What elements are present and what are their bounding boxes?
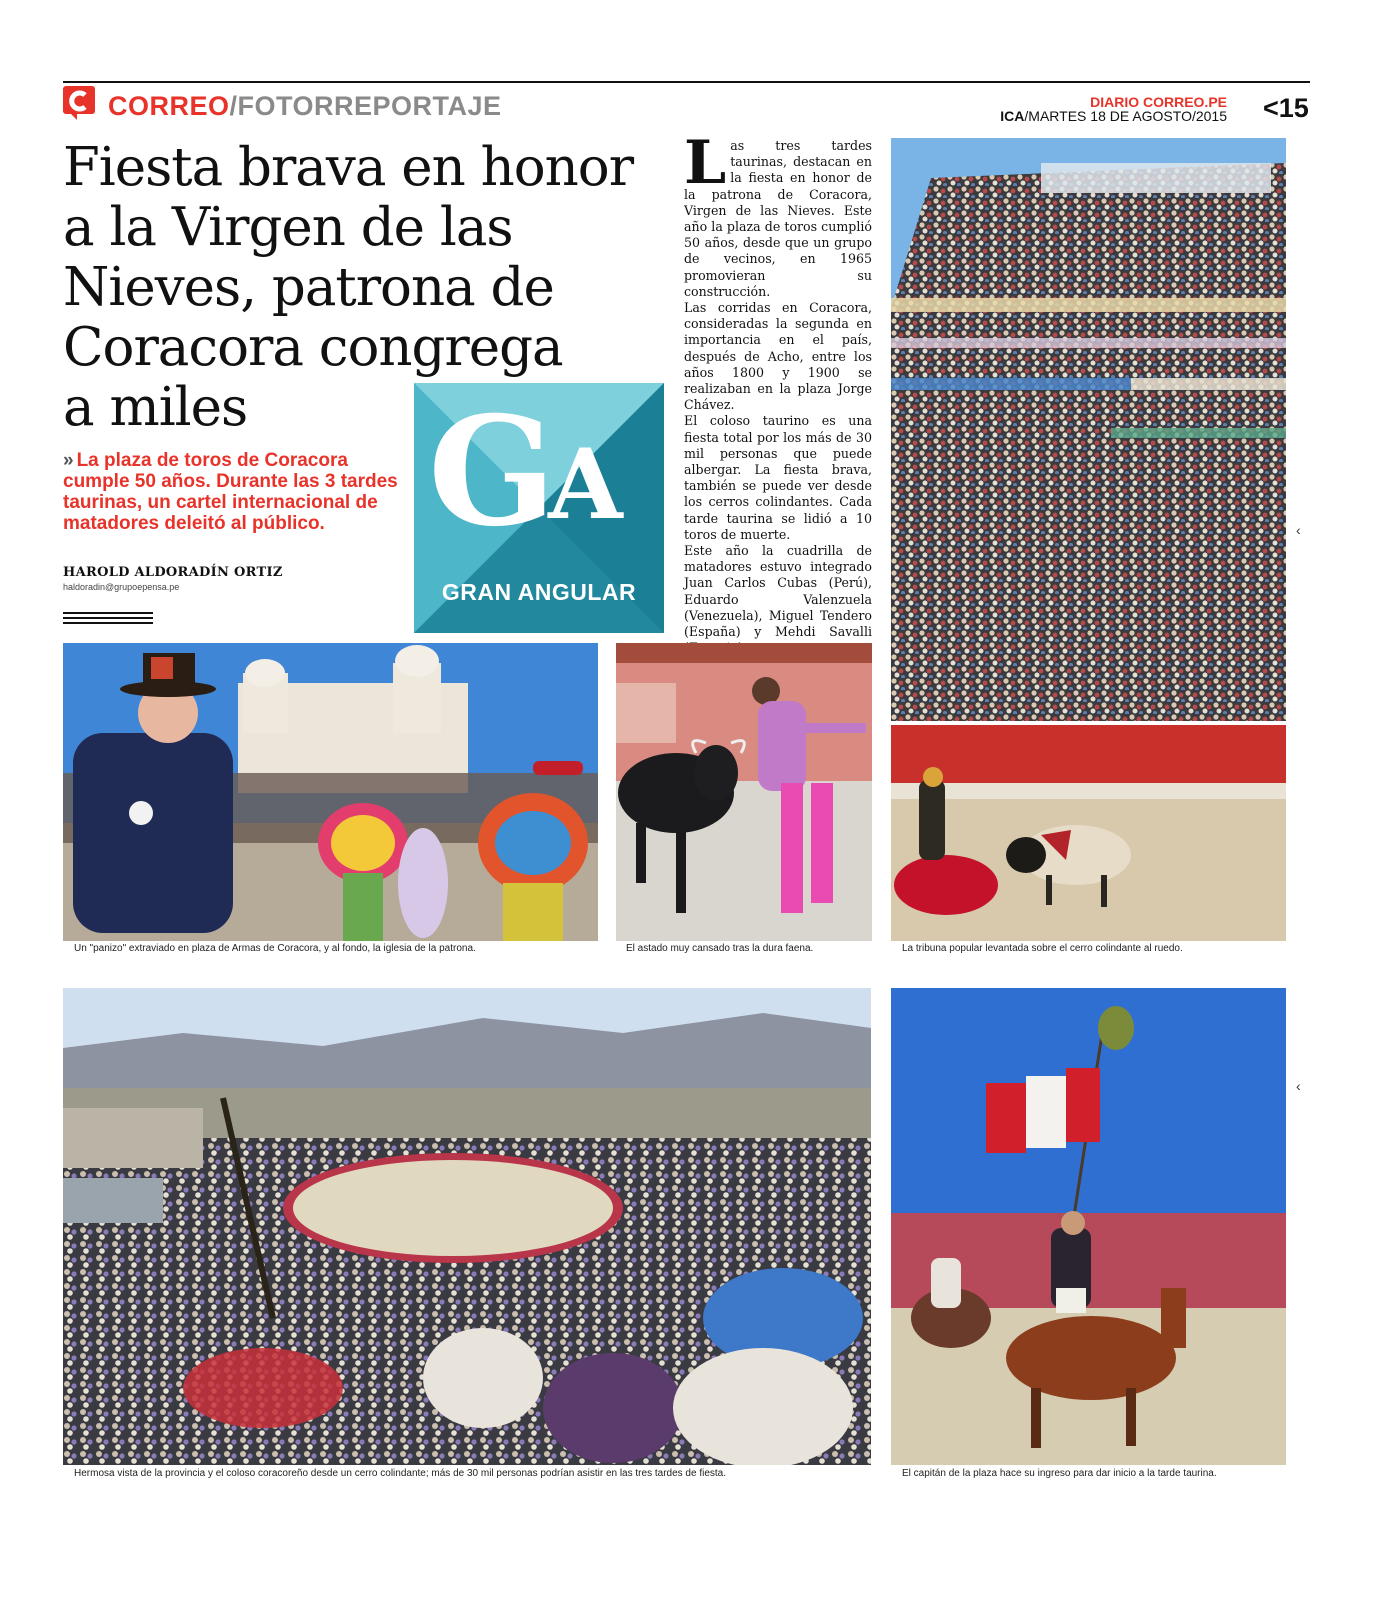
headline-line: Nieves, patrona de (63, 257, 554, 318)
correo-logo-icon (63, 86, 95, 118)
section-slash: / (229, 91, 238, 121)
paragraph: Este año la cuadrilla de matadores estuvo integrado Juan Carlos Cubas (Perú), Eduardo Valenzuela (Venezuela), Miguel Tendero (España) y Mehdi Savalli (684, 543, 872, 640)
headline-line: a la Virgen de las (63, 197, 513, 258)
panoramic-plaza-photo (63, 988, 871, 1465)
gran-angular-badge (414, 383, 664, 633)
paragraph-text: as tres tardes taurinas, destacan en la fiesta en honor de la patrona de Coracora, Virgen de las Nieves. Este año la plaza de toros cumplió 50 años, desde que un grupo de vecinos, en 1965 promovieran su construcción. (684, 138, 872, 299)
date-city: ICA (1000, 108, 1025, 124)
headline-line: Fiesta brava en honor (63, 137, 634, 198)
section-name: FOTORREPORTAJE (237, 91, 502, 121)
ga-label: GRAN ANGULAR (441, 579, 637, 605)
paragraph: Las corridas en Coracora, consideradas la segunda en importancia en el país, después de Acho, entre los años 1800 y 1900 se realizaban en la plaza Jorge Chávez. (684, 300, 872, 413)
ga-letter-a: A (548, 428, 623, 541)
capitan-caption: El capitán de la plaza hace su ingreso para dar inicio a la tarde taurina. (902, 1468, 1217, 1479)
tribune-crowd-photo (891, 138, 1286, 721)
section-title (108, 91, 502, 122)
headline-line: Coracora congrega (63, 317, 563, 378)
bull-matador-photo (616, 643, 872, 941)
panizo-photo (63, 643, 598, 941)
section-brand: CORREO (108, 91, 230, 121)
article-body (684, 128, 872, 657)
headline-line: a miles (63, 377, 248, 438)
margin-mark: ‹ (1296, 522, 1301, 538)
author-name: HAROLD ALDORADÍN ORTIZ (63, 565, 283, 580)
ga-letters (428, 384, 623, 560)
tribuna-caption: La tribuna popular levantada sobre el cerro colindante al ruedo. (902, 943, 1183, 954)
site-name: DIARIO CORREO.PE (1090, 94, 1227, 110)
divider-rules (63, 612, 153, 627)
subhead (63, 450, 408, 534)
astado-caption: El astado muy cansado tras la dura faena. (626, 943, 814, 954)
author-email: haldoradin@grupoepensa.pe (63, 582, 180, 592)
captain-flag-photo (891, 988, 1286, 1465)
date-rest: /MARTES 18 DE AGOSTO/2015 (1024, 108, 1227, 124)
margin-mark: ‹ (1296, 1078, 1301, 1094)
drop-cap: L (684, 128, 727, 198)
bullfight-cape-photo (891, 725, 1286, 941)
subhead-marker: » (63, 450, 74, 471)
top-rule (63, 81, 1310, 83)
vista-caption: Hermosa vista de la provincia y el coloso coracoreño desde un cerro colindante; más de 30 mil personas podrían asistir en las tres tardes de fiesta. (74, 1468, 727, 1479)
subhead-text: La plaza de toros de Coracora cumple 50 años. Durante las 3 tardes taurinas, un cartel internacional de matadores deleitó al público. (63, 450, 398, 534)
panizo-caption: Un "panizo" extraviado en plaza de Armas de Coracora, y al fondo, la iglesia de la patrona. (74, 943, 476, 954)
issue-date (1000, 108, 1227, 124)
page-number: <15 (1263, 93, 1309, 123)
paragraph (684, 128, 872, 300)
ga-letter-g: G (428, 384, 549, 560)
paragraph: El coloso taurino es una fiesta total por los más de 30 mil personas que puede albergar. La fiesta brava, también se puede ver desde los cerros colindantes. Cada tarde taurina se lidió a 10 toros de muerte. (684, 413, 872, 542)
